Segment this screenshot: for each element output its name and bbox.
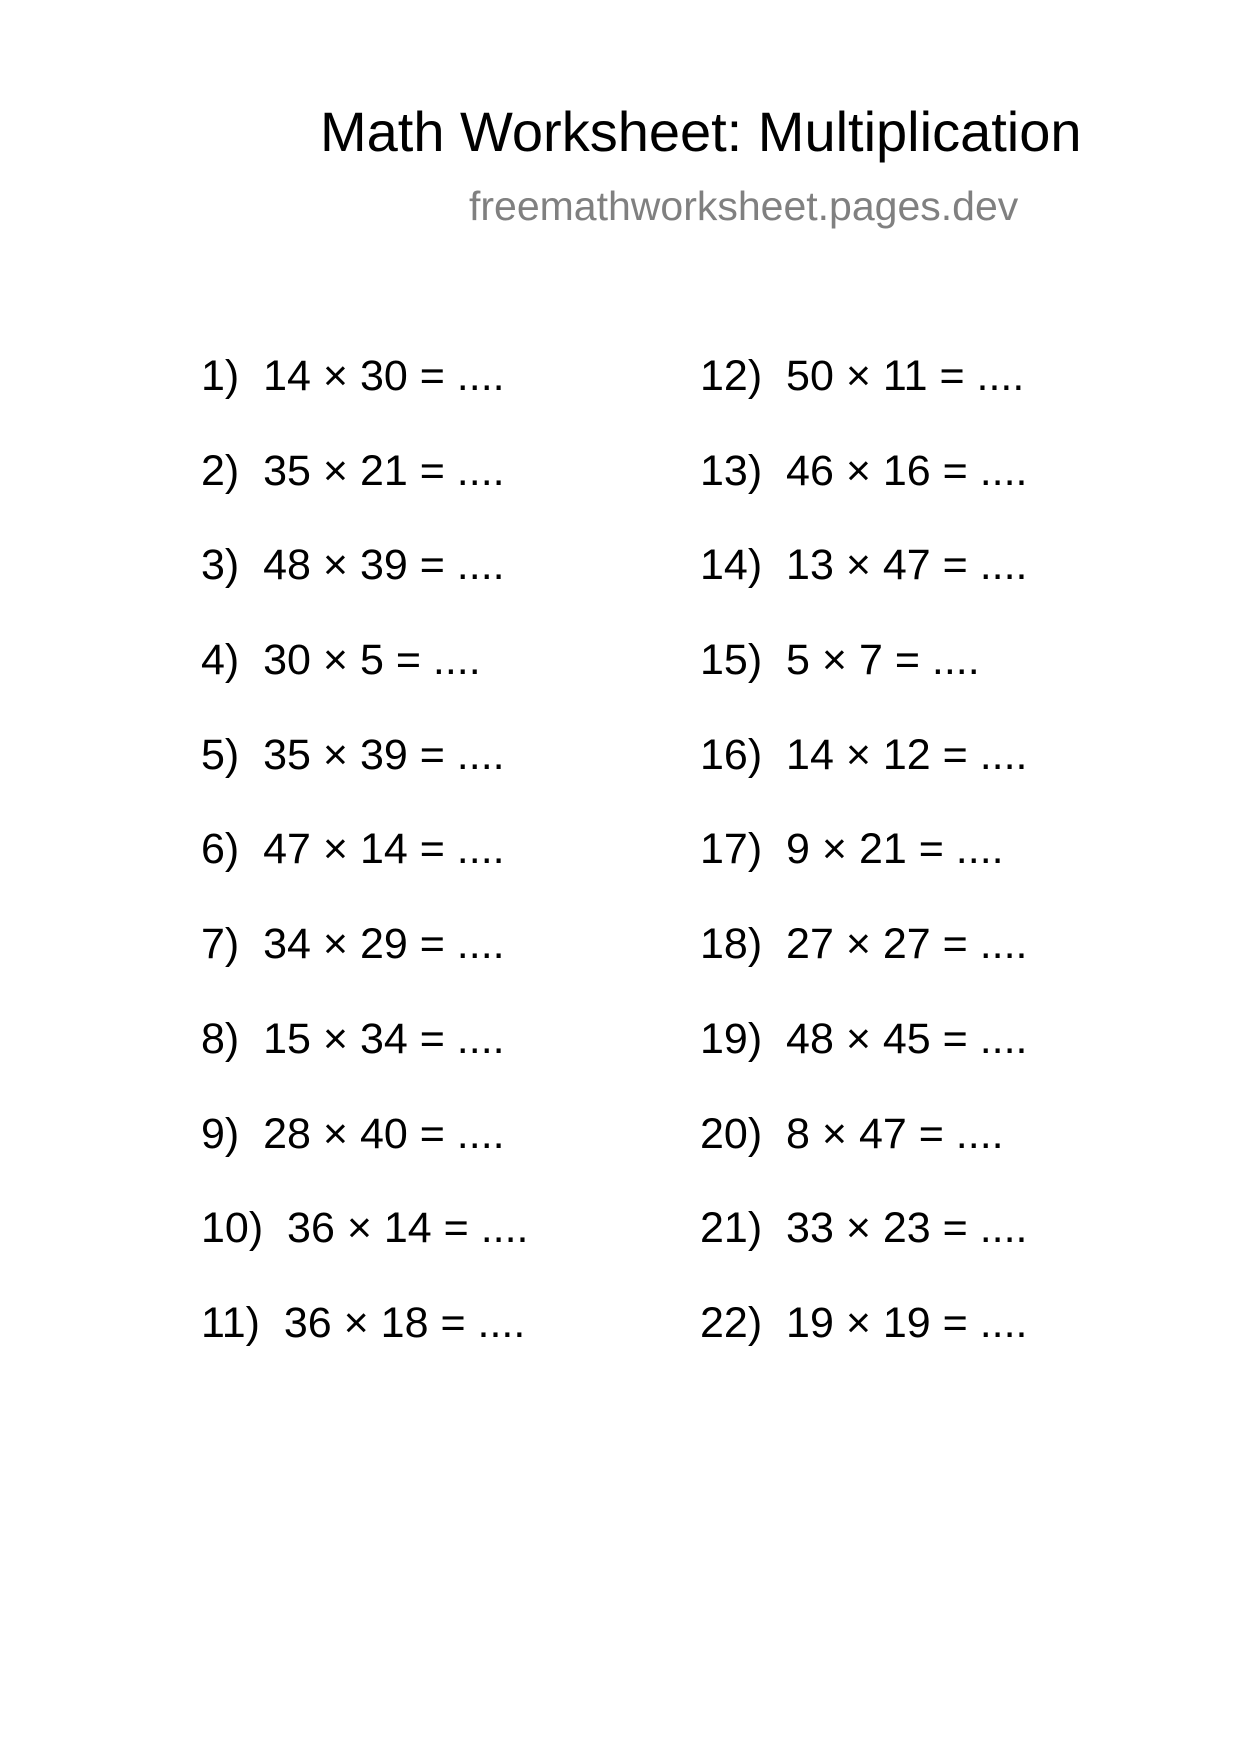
problem-item: 1) 14 × 30 = ....	[201, 352, 505, 400]
problem-item: 10) 36 × 14 = ....	[201, 1204, 529, 1253]
problem-item: 2) 35 × 21 = ....	[201, 446, 505, 495]
problem-item: 16) 14 × 12 = ....	[700, 730, 1028, 779]
problem-column-right	[700, 350, 1028, 1392]
problem-item: 7) 34 × 29 = ....	[201, 920, 505, 969]
problem-item: 4) 30 × 5 = ....	[201, 636, 481, 685]
problem-item: 13) 46 × 16 = ....	[700, 446, 1028, 495]
worksheet-source-url: freemathworksheet.pages.dev	[469, 183, 1019, 229]
problem-item: 19) 48 × 45 = ....	[700, 1014, 1028, 1063]
worksheet-title: Math Worksheet: Multiplication	[320, 100, 1082, 163]
problem-item: 9) 28 × 40 = ....	[201, 1109, 505, 1158]
problem-item: 14) 13 × 47 = ....	[700, 541, 1028, 590]
problem-item: 22) 19 × 19 = ....	[700, 1298, 1028, 1347]
problem-item: 17) 9 × 21 = ....	[700, 825, 1004, 874]
problem-item: 12) 50 × 11 = ....	[700, 352, 1025, 400]
problem-item: 3) 48 × 39 = ....	[201, 541, 505, 590]
problem-item: 15) 5 × 7 = ....	[700, 636, 980, 685]
problem-column-left	[201, 350, 529, 1392]
problem-item: 11) 36 × 18 = ....	[201, 1298, 526, 1347]
problem-item: 6) 47 × 14 = ....	[201, 825, 505, 874]
problem-item: 18) 27 × 27 = ....	[700, 920, 1028, 969]
problem-item: 20) 8 × 47 = ....	[700, 1109, 1004, 1158]
problem-item: 5) 35 × 39 = ....	[201, 730, 505, 779]
problem-item: 8) 15 × 34 = ....	[201, 1014, 505, 1063]
problem-item: 21) 33 × 23 = ....	[700, 1204, 1028, 1253]
